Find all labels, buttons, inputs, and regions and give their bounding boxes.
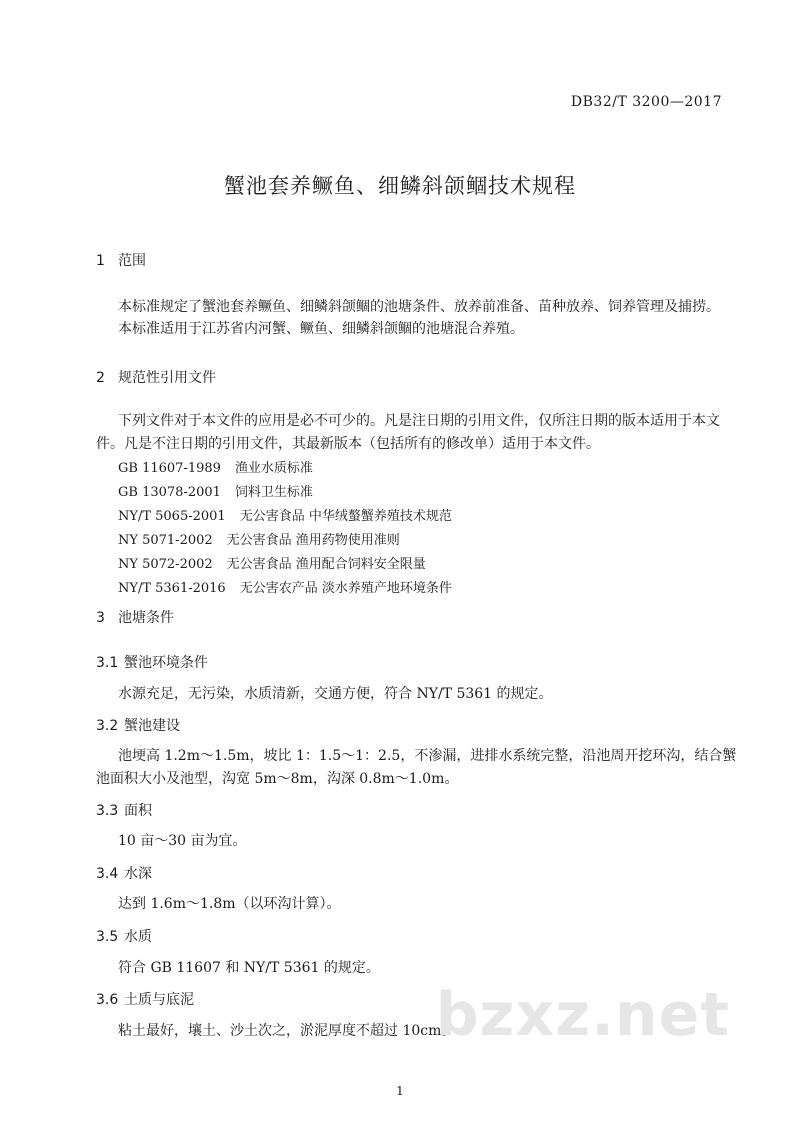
reference-name: 无公害食品 渔用药物使用准则 xyxy=(226,533,400,548)
reference-item xyxy=(118,553,426,572)
subsection-number: 3.2 xyxy=(96,718,119,734)
subsection-heading xyxy=(96,652,208,672)
paragraph: 本标准规定了蟹池套养鳜鱼、细鳞斜颌鲴的池塘条件、放养前准备、苗种放养、饲养管理及捕捞。 xyxy=(118,299,720,315)
subsection-heading xyxy=(96,989,194,1009)
subsection-number: 3.6 xyxy=(96,992,119,1008)
subsection-number: 3.5 xyxy=(96,929,119,945)
section-title: 范围 xyxy=(118,253,146,269)
reference-name: 渔业水质标准 xyxy=(234,461,313,476)
subsection-number: 3.1 xyxy=(96,655,119,671)
reference-code: GB 11607-1989 xyxy=(118,461,221,476)
reference-item xyxy=(118,529,400,548)
subsection-number: 3.3 xyxy=(96,803,119,819)
reference-item xyxy=(118,481,313,500)
section-heading-scope xyxy=(96,250,146,270)
subsection-title: 蟹池环境条件 xyxy=(124,655,208,671)
paragraph: 粘土最好，壤土、沙土次之，淤泥厚度不超过 10cm。 xyxy=(118,1023,456,1039)
reference-item xyxy=(118,457,313,476)
section-heading-normative-references xyxy=(96,367,216,387)
reference-name: 无公害食品 中华绒螯蟹养殖技术规范 xyxy=(239,509,452,524)
section-number: 2 xyxy=(96,370,105,386)
section-title: 规范性引用文件 xyxy=(118,370,216,386)
watermark: bzxz.net xyxy=(435,980,730,1050)
paragraph: 下列文件对于本文件的应用是必不可少的。凡是注日期的引用文件，仅所注日期的版本适用于本文 xyxy=(118,413,720,429)
document-title: 蟹池套养鳜鱼、细鳞斜颌鲴技术规程 xyxy=(224,174,576,198)
paragraph: 池埂高 1.2m～1.5m，坡比 1：1.5～1：2.5，不渗漏，进排水系统完整，沿池周开挖环沟，结合蟹 xyxy=(118,748,737,764)
reference-item xyxy=(118,577,452,596)
paragraph: 本标准适用于江苏省内河蟹、鳜鱼、细鳞斜颌鲴的池塘混合养殖。 xyxy=(118,321,524,337)
reference-name: 无公害食品 渔用配合饲料安全限量 xyxy=(226,557,426,572)
reference-name: 饲料卫生标准 xyxy=(234,485,313,500)
section-number: 1 xyxy=(96,253,105,269)
subsection-title: 蟹池建设 xyxy=(124,718,180,734)
reference-code: NY 5072-2002 xyxy=(118,557,213,572)
reference-name: 无公害农产品 淡水养殖产地环境条件 xyxy=(239,581,452,596)
subsection-title: 面积 xyxy=(124,803,152,819)
subsection-heading xyxy=(96,863,152,883)
paragraph: 达到 1.6m～1.8m（以环沟计算）。 xyxy=(118,896,341,912)
subsection-title: 土质与底泥 xyxy=(124,992,194,1008)
reference-code: NY/T 5065-2001 xyxy=(118,509,226,524)
subsection-heading xyxy=(96,926,152,946)
paragraph: 件。凡是不注日期的引用文件，其最新版本（包括所有的修改单）适用于本文件。 xyxy=(96,436,600,452)
subsection-title: 水深 xyxy=(124,866,152,882)
section-title: 池塘条件 xyxy=(118,610,174,626)
section-number: 3 xyxy=(96,610,105,626)
standard-number: DB32/T 3200—2017 xyxy=(570,94,722,110)
reference-code: NY/T 5361-2016 xyxy=(118,581,226,596)
reference-code: NY 5071-2002 xyxy=(118,533,213,548)
subsection-title: 水质 xyxy=(124,929,152,945)
paragraph: 10 亩～30 亩为宜。 xyxy=(118,833,247,849)
subsection-heading xyxy=(96,715,180,735)
page-number: 1 xyxy=(396,1084,404,1098)
reference-item xyxy=(118,505,452,524)
subsection-number: 3.4 xyxy=(96,866,119,882)
paragraph: 水源充足，无污染，水质清新，交通方便，符合 NY/T 5361 的规定。 xyxy=(118,686,553,702)
reference-code: GB 13078-2001 xyxy=(118,485,221,500)
subsection-heading xyxy=(96,800,152,820)
paragraph: 池面积大小及池型，沟宽 5m～8m，沟深 0.8m～1.0m。 xyxy=(96,771,459,787)
section-heading-pond-conditions xyxy=(96,607,174,627)
paragraph: 符合 GB 11607 和 NY/T 5361 的规定。 xyxy=(118,960,380,976)
